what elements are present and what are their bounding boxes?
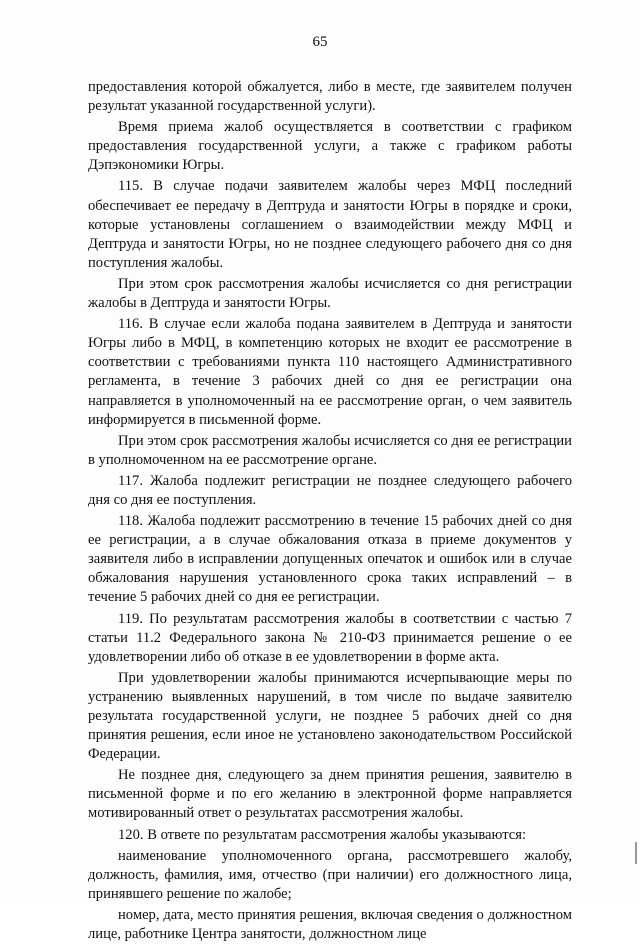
- paragraph-118: 118. Жалоба подлежит рассмотрению в течение 15 рабочих дней со дня ее регистрации, а в случае обжалования отказа в приеме документов у заявителя либо в исправлении допущенных опечаток и ошибок или в случае обжалования нарушения установленного срока таких исправлений – в течение 5 рабочих дней со дня ее регистрации.: [88, 513, 572, 606]
- scan-edge-mark: [635, 842, 637, 864]
- paragraph-119: 119. По результатам рассмотрения жалобы в соответствии с частью 7 статьи 11.2 Федерального закона № 210-ФЗ принимается решение о ее удовлетворении либо об отказе в ее удовлетворении в форме акта.: [88, 610, 572, 665]
- paragraph-120-item-authority: наименование уполномоченного органа, рассмотревшего жалобу, должность, фамилия, имя, отчество (при наличии) его должностного лица, принявшего решение по жалобе;: [88, 847, 572, 902]
- paragraph-reception-schedule: Время приема жалоб осуществляется в соответствии с графиком предоставления государственной услуги, а также с графиком работы Дэпэкономики Югры.: [88, 119, 572, 174]
- paragraph-120-item-decision: номер, дата, место принятия решения, включая сведения о должностном лице, работнике Центра занятости, должностном лице: [88, 906, 572, 943]
- paragraph-116-term: При этом срок рассмотрения жалобы исчисляется со дня ее регистрации в уполномоченном на ее рассмотрение органе.: [88, 432, 572, 468]
- paragraph-continuation: предоставления которой обжалуется, либо в месте, где заявителем получен результат указанной государственной услуги).: [88, 79, 572, 115]
- page-body: [88, 78, 572, 944]
- paragraph-119-response: Не позднее дня, следующего за днем принятия решения, заявителю в письменной форме и по его желанию в электронной форме направляется мотивированный ответ о результатах рассмотрения жалобы.: [88, 767, 572, 822]
- paragraph-119-satisfaction: При удовлетворении жалобы принимаются исчерпывающие меры по устранению выявленных нарушений, в том числе по выдаче заявителю результата государственной услуги, не позднее 5 рабочих дней со дня принятия решения, если иное не установлено законодательством Российской Федерации.: [88, 669, 572, 763]
- paragraph-117: 117. Жалоба подлежит регистрации не позднее следующего рабочего дня со дня ее поступления.: [88, 472, 572, 508]
- page-number: 65: [312, 34, 328, 50]
- paragraph-115: 115. В случае подачи заявителем жалобы через МФЦ последний обеспечивает ее передачу в Дептруда и занятости Югры в порядке и сроки, которые установлены соглашением о взаимодействии между МФЦ и Дептруда и занятости Югры, но не позднее следующего рабочего дня со дня поступления жалобы.: [88, 178, 572, 271]
- paragraph-116: 116. В случае если жалоба подана заявителем в Дептруда и занятости Югры либо в МФЦ, в компетенцию которых не входит ее рассмотрение в соответствии с требованиями пункта 110 настоящего Административного регламента, в течение 3 рабочих дней со дня ее регистрации она направляется в уполномоченный на ее рассмотрение орган, о чем заявитель информируется в письменной форме.: [88, 316, 572, 428]
- paragraph-120: 120. В ответе по результатам рассмотрения жалобы указываются:: [118, 826, 527, 843]
- paragraph-115-term: При этом срок рассмотрения жалобы исчисляется со дня регистрации жалобы в Дептруда и занятости Югры.: [88, 275, 572, 312]
